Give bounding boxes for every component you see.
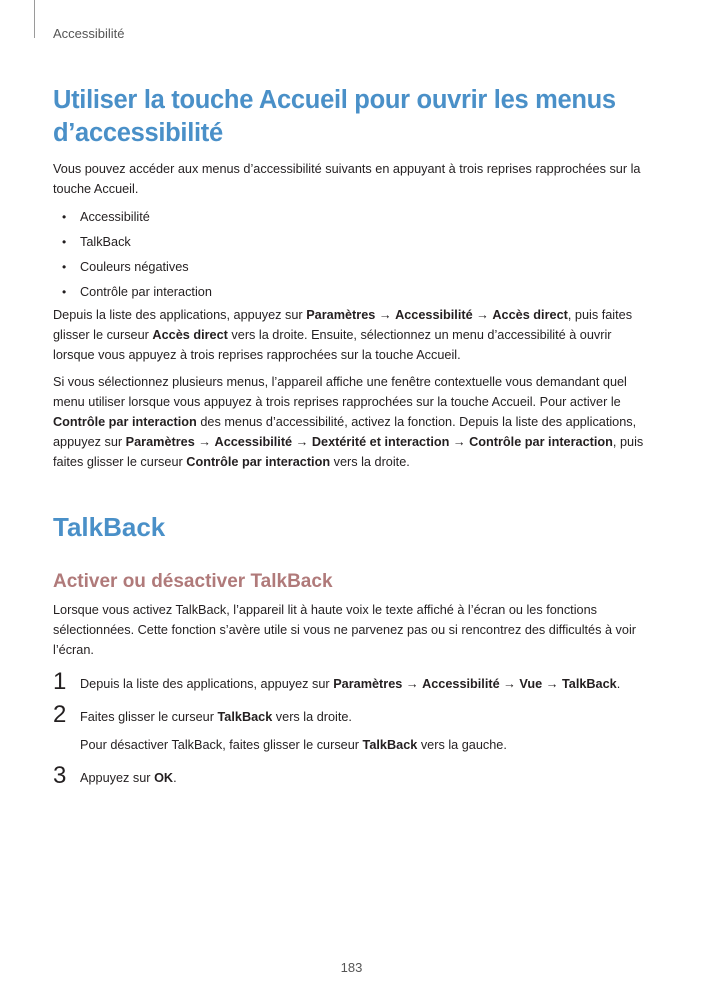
bullet-icon: • [62,285,67,299]
direct-access-paragraph: Depuis la liste des applications, appuyez sur Paramètres → Accessibilité → Accès direct, puis faites glisser le curseur Accès direct vers la droite. Ensuite, sélectionnez un menu d’accessibilité à ouvrir lorsque vous appuyez à trois reprises rapprochées sur la touche Accueil. [53,308,633,362]
list-item: • Accessibilité [53,205,653,230]
header-divider [34,0,35,38]
step-text: Appuyez sur OK. [80,771,177,785]
list-item: • TalkBack [53,230,653,255]
step-1 [53,668,653,695]
step-number: 3 [53,762,67,789]
page-title-line-1: Utiliser la touche Accueil pour ouvrir les menus [53,86,616,114]
intro-paragraph: Vous pouvez accéder aux menus d’accessibilité suivants en appuyant à trois reprises rapprochées sur la touche Accueil. [53,162,641,196]
bullet-icon: • [62,260,67,274]
accessibility-menu-list [53,205,653,305]
page-content [53,84,653,801]
section-title-talkback: TalkBack [53,512,166,542]
multiple-menus-paragraph: Si vous sélectionnez plusieurs menus, l’appareil affiche une fenêtre contextuelle vous demandant quel menu utiliser lorsque vous appuyez à trois reprises rapprochées sur la touche Accueil. Pour activer le Contrôle par interaction des menus d’accessibilité, activez la fonction. Depuis la liste des applications, appuyez sur Paramètres → Accessibilité → Dextérité et interaction → Contrôle par interaction, puis faites glisser le curseur Contrôle par interaction vers la droite. [53,375,644,469]
page-number: 183 [340,960,363,975]
page-title-line-2: d’accessibilité [53,119,223,147]
subsection-title: Activer ou désactiver TalkBack [53,571,333,592]
step-number: 2 [53,701,67,728]
step-text: Depuis la liste des applications, appuyez sur Paramètres → Accessibilité → Vue → TalkBack. [80,677,621,691]
step-number: 1 [53,668,67,695]
page-title [53,84,653,150]
list-item: • Couleurs négatives [53,255,653,280]
talkback-intro-paragraph: Lorsque vous activez TalkBack, l’appareil lit à haute voix le texte affiché à l’écran ou les fonctions sélectionnées. Cette fonction s’avère utile si vous ne parvenez pas ou si rencontrez des difficultés à voir l’écran. [53,603,637,657]
bullet-icon: • [62,235,67,249]
step-3 [53,762,653,789]
section-header: Accessibilité [53,26,125,41]
step-2 [53,701,653,755]
step-note: Pour désactiver TalkBack, faites glisser le curseur TalkBack vers la gauche. [80,738,507,752]
list-item: • Contrôle par interaction [53,280,653,305]
bullet-icon: • [62,210,67,224]
step-text: Faites glisser le curseur TalkBack vers la droite. [80,710,352,724]
